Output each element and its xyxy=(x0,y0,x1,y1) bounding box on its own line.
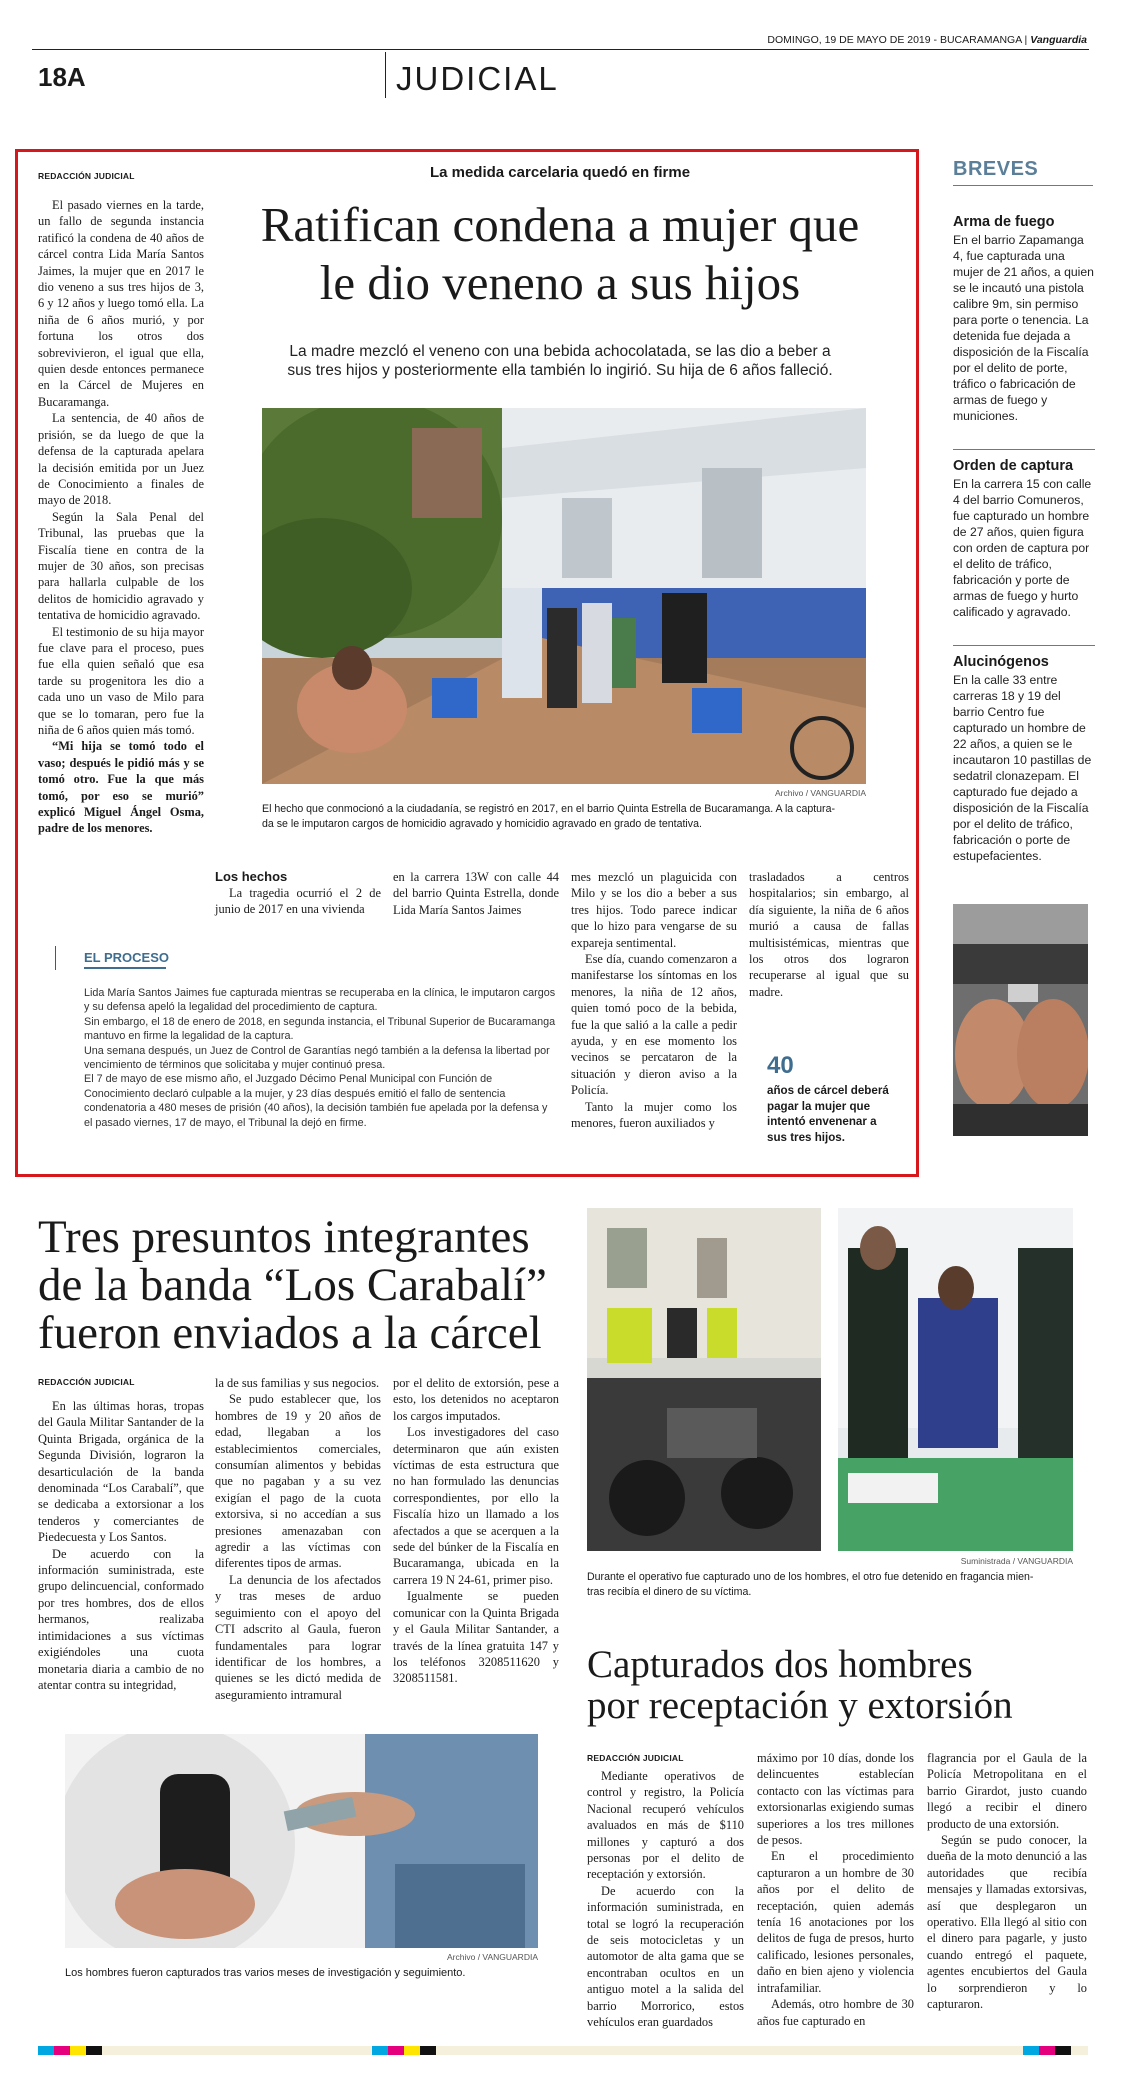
paragraph: Los investigadores del caso determinaron que aún existen víctimas de esta estructura que no han formulado las denuncias correspondientes, por ello la Fiscalía hizo un llamado a los afectados a que se acerquen a la sede del búnker de la Fiscalía en Bucaramanga, ubicada en la carrera 19 N 24-61, primer piso. xyxy=(393,1425,559,1587)
proceso-title-underline xyxy=(84,967,166,969)
carabali-col-1 xyxy=(38,1398,204,1693)
paragraph: Según la Sala Penal del Tribunal, las pruebas que la Fiscalía tiene en contra de la mujer de 30 años, son precisas para hallarla culpable de los delitos de homicidio agravado y tentativa de homicidio agravado. xyxy=(38,509,204,623)
main-photo-credit: Archivo / VANGUARDIA xyxy=(774,788,866,798)
capturados-photo-1 xyxy=(587,1208,821,1551)
caption-line: tras recibía el dinero de su víctima. xyxy=(587,1586,752,1598)
brief-title: Arma de fuego xyxy=(953,214,1055,230)
proceso-paragraph: Una semana después, un Juez de Control de Garantías negó también a la defensa la libertad por vencimiento de términos que solicitaba y mujer continuó presa. xyxy=(84,1044,550,1072)
capturados-col-2 xyxy=(757,1750,914,2029)
paragraph: Ese día, cuando comenzaron a manifestarse los síntomas en los menores, la niña de 12 años, quien tomó poco de la bebida, fue la que salió a la calle a pedir ayuda, y en ese momento los vecinos se percataron de la situación y dieron aviso a la Policía. xyxy=(571,952,737,1098)
carabali-photo-caption: Los hombres fueron capturados tras varios meses de investigación y seguimiento. xyxy=(65,1967,466,1979)
paragraph: flagrancia por el Gaula de la Policía Metropolitana en el barrio Girardot, justo cuando llegó a recibir el dinero producto de una extorsión. xyxy=(927,1751,1087,1831)
breves-photo xyxy=(953,904,1088,1136)
paragraph: mes mezcló un plaguicida con Milo y se los dio a beber a sus tres hijos. Todo parece indicar que lo hizo para vengarse de su expareja sentimental. xyxy=(571,870,737,950)
main-col-2 xyxy=(215,885,381,918)
arrested-men-image xyxy=(838,1208,1073,1551)
brief-text: En la carrera 15 con calle 4 del barrio Comuneros, fue capturado un hombre de 27 años, quien figura con orden de captura por el delito de tráfico, fabricación y porte de armas de fuego y hurto calificado y agravado. xyxy=(953,477,1092,619)
paragraph: Además, otro hombre de 30 años fue capturado en xyxy=(757,1997,914,2028)
carabali-col-3 xyxy=(393,1375,559,1687)
capturados-headline xyxy=(587,1644,1087,1726)
breves-rule xyxy=(953,185,1093,186)
paragraph: en la carrera 13W con calle 44 del barrio Quinta Estrella, donde Lida María Santos Jaimes xyxy=(393,870,559,917)
color-bar-mid xyxy=(372,2046,436,2055)
deck-line: sus tres hijos y posteriormente ella también lo ingirió. Su hija de 6 años falleció. xyxy=(287,362,833,379)
header-rule xyxy=(32,49,1089,50)
paragraph: Igualmente se pueden comunicar con la Quinta Brigada y el Gaula Militar Santander, a través de la línea gratuita 147 y los teléfonos 3208511620 y 3208511581. xyxy=(393,1589,559,1686)
capturados-kicker: REDACCIÓN JUDICIAL xyxy=(587,1753,684,1763)
paragraph: por el delito de extorsión, pese a esto, los detenidos no aceptaron los cargos imputados. xyxy=(393,1376,559,1423)
brief-item xyxy=(953,214,1095,424)
paragraph: La sentencia, de 40 años de prisión, se da luego de que la defensa de la capturada apelara la decisión emitida por un Juez de Conocimiento a finales de mayo de 2018. xyxy=(38,411,204,508)
color-bar-right xyxy=(1023,2046,1071,2055)
carabali-photo xyxy=(65,1734,538,1948)
carabali-col-2 xyxy=(215,1375,381,1703)
paragraph: la de sus familias y sus negocios. xyxy=(215,1376,380,1390)
main-col-1 xyxy=(38,197,204,837)
paragraph: De acuerdo con la información suministrada, en total se logró la recuperación de seis motocicletas y un automotor de alta gama que se encontraban ocultos en un antiguo motel a la salida del barrio Morrorico, estos vehículos eran guardados xyxy=(587,1883,744,2030)
carabali-photo-credit: Archivo / VANGUARDIA xyxy=(446,1952,538,1962)
section-divider xyxy=(385,52,386,98)
brief-text: En el barrio Zapamanga 4, fue capturada una mujer de 21 años, a quien se le incautó una pistola calibre 9m, sin permiso para porte o tenencia. La detenida fue dejada a disposición de la Fiscalía por el delito de porte, tráfico o fabricación de armas de fuego y municiones. xyxy=(953,233,1094,423)
headline-line: le dio veneno a sus hijos xyxy=(319,255,801,310)
paragraph: En las últimas horas, tropas del Gaula Militar Santander de la Quinta Brigada, orgánica de la Segunda División, lograron la desarticulación de la banda denominada “Los Carabalí”, que se dedicaba a extorsionar a los tenderos y comerciantes de Piedecuesta y Los Santos. xyxy=(38,1399,204,1545)
headline-line: fueron enviados a la cárcel xyxy=(38,1307,542,1359)
stat-number: 40 xyxy=(767,1052,794,1079)
capturados-col-1 xyxy=(587,1768,744,2031)
paragraph: La tragedia ocurrió el 2 de junio de 2017 en una vivienda xyxy=(215,886,381,917)
paragraph: En el procedimiento capturaron a un hombre de 30 años por el delito de receptación, quien además tenía 16 anotaciones por los delitos de fuga de presos, hurto calificado, lesiones personales, daño en bien ajeno y violencia intrafamiliar. xyxy=(757,1849,914,1995)
proceso-paragraph: El 7 de mayo de ese mismo año, el Juzgado Décimo Penal Municipal con Función de Conocimiento declaró culpable a la mujer, y 23 días después emitió el fallo de sentencia condenatoria a 480 meses de prisión (40 años), la decisión también fue apelada por la defensa y el pasado viernes, 17 de mayo, el Tribunal la dejó en firme. xyxy=(84,1073,548,1129)
brief-divider xyxy=(953,449,1095,450)
caption-line: Durante el operativo fue capturado uno de los hombres, el otro fue detenido en fragancia mien- xyxy=(587,1571,1034,1583)
paragraph: Mediante operativos de control y registro, la Policía Nacional recuperó vehículos avaluados en más de $110 millones y capturó a dos personas por el delito de receptación y extorsión. xyxy=(587,1769,744,1882)
main-photo xyxy=(262,408,866,784)
caption-line: El hecho que conmocionó a la ciudadanía, se registró en 2017, en el barrio Quinta Estrella de Bucaramanga. A la captura- xyxy=(262,803,836,815)
paragraph: El testimonio de su hija mayor fue clave para el proceso, pues fue ella quien señaló que esa tarde su progenitora les dio a cada uno un vaso de Milo para que se lo tomaran, pero fue la niña de 6 años quien más tomó. xyxy=(38,624,204,737)
section-title: JUDICIAL xyxy=(396,60,559,97)
breves-title: BREVES xyxy=(953,158,1039,180)
brief-item xyxy=(953,654,1095,864)
page-number: 18A xyxy=(38,62,86,92)
proceso-paragraph: Lida María Santos Jaimes fue capturada mientras se recuperaba en la clínica, le imputaron cargos y su defensa apeló la legalidad del procedimiento de captura. xyxy=(84,987,556,1014)
brief-title: Alucinógenos xyxy=(953,654,1049,670)
headline-line: Capturados dos hombres xyxy=(587,1643,973,1686)
paragraph: máximo por 10 días, donde los delincuentes establecían contacto con las víctimas para extorsionarlas exigiendo sumas superiores a los tres millones de pesos. xyxy=(757,1751,914,1848)
paragraph: Se pudo establecer que, los hombres de 19 y 20 años de edad, llegaban a los establecimientos comerciales, consumían alimentos y bebidas que no pagaban y a su vez exigían el pago de la cuota extorsiva, si no accedían a sus presiones amenazaban con agredir a las víctimas con diferentes tipos de armas. xyxy=(215,1392,381,1571)
handcuffed-hands-image xyxy=(953,904,1088,1136)
paragraph: trasladados a centros hospitalarios; sin embargo, al día siguiente, la niña de 6 años murió a causa de fallas multisistémicas, mientras que los otros dos lograron recuperarse al igual que su madre. xyxy=(749,870,909,999)
print-registration-strip xyxy=(38,2046,1088,2055)
paragraph: “Mi hija se tomó todo el vaso; después le pidió más y se tomó otro. Fue la que más tomó, por eso se murió” explicó Miguel Ángel Osma, padre de los menores. xyxy=(38,739,204,836)
capturados-photo-caption xyxy=(587,1570,1087,1600)
capturados-photo-2 xyxy=(838,1208,1073,1551)
main-photo-caption xyxy=(262,802,882,832)
headline-line: de la banda “Los Carabalí” xyxy=(38,1259,547,1311)
proceso-paragraph: Sin embargo, el 18 de enero de 2018, en segunda instancia, el Tribunal Superior de Bucaramanga mantuvo en firme la legalidad de la captura. xyxy=(84,1015,556,1043)
capturados-photo-credit: Suministrada / VANGUARDIA xyxy=(960,1556,1073,1566)
paragraph: El pasado viernes en la tarde, un fallo de segunda instancia ratificó la condena de 40 años de cárcel contra Lida María Santos Jaimes, la mujer que en 2017 le dio veneno a sus tres hijos de 3, 6 y 12 años y luego tomó ella. La niña de 6 años murió, y por fortuna los otros dos sobrevivieron, el igual que ella, quien desde entonces permanece en la Cárcel de Mujeres en Bucaramanga. xyxy=(38,198,204,409)
deck-line: La madre mezcló el veneno con una bebida achocolatada, se las dio a beber a xyxy=(289,343,831,360)
main-headline xyxy=(220,196,900,312)
street-scene-image xyxy=(262,408,866,784)
motorcycles-image xyxy=(587,1208,821,1551)
caption-line: da se le imputaron cargos de homicidio agravado y homicidio agravado en grado de tentativa. xyxy=(262,818,702,830)
money-handover-image xyxy=(65,1734,538,1948)
carabali-headline xyxy=(38,1213,578,1357)
main-col-5 xyxy=(749,869,909,1000)
capturados-col-3 xyxy=(927,1750,1087,2013)
dateline-text: DOMINGO, 19 DE MAYO DE 2019 - BUCARAMANGA | xyxy=(767,34,1028,46)
brand-name: Vanguardia xyxy=(1030,34,1087,46)
headline-line: Tres presuntos integrantes xyxy=(38,1211,530,1263)
main-col-4 xyxy=(571,869,737,1132)
proceso-marker xyxy=(55,946,56,970)
brief-title: Orden de captura xyxy=(953,458,1074,474)
headline-line: Ratifican condena a mujer que xyxy=(260,197,860,252)
headline-line: por receptación y extorsión xyxy=(587,1684,1013,1727)
hechos-title: Los hechos xyxy=(215,869,288,884)
color-bar-left xyxy=(38,2046,102,2055)
proceso-title: EL PROCESO xyxy=(84,950,170,965)
main-col-3 xyxy=(393,869,559,918)
proceso-text xyxy=(84,986,556,1130)
brief-item xyxy=(953,458,1095,620)
stat-text: años de cárcel deberá pagar la mujer que intentó envenenar a sus tres hijos. xyxy=(767,1084,889,1144)
brief-text: En la calle 33 entre carreras 18 y 19 del barrio Centro fue capturado un hombre de 22 años, a quien se le incautaron 10 pastillas de sedatril clonazepam. El capturado fue dejado a disposición de la Fiscalía por el delito de tráfico, fabricación o porte de estupefacientes. xyxy=(953,673,1092,863)
paragraph: La denuncia de los afectados y tras meses de arduo seguimiento con el apoyo del CTI adscrito al Gaula, fueron fundamentales para lograr identificar de los hombres, a quienes se les dictó medida de aseguramiento intramural xyxy=(215,1572,381,1702)
carabali-kicker: REDACCIÓN JUDICIAL xyxy=(38,1377,135,1387)
paragraph: Según se pudo conocer, la dueña de la moto denunció a las autoridades que recibía mensajes y llamadas extorsivas, así que desplegaron un operativo. Ella llegó al sitio con el dinero para pagarle, y justo cuando entregó el paquete, agentes encubiertos del Gaula lo sorprendieron y lo capturaron. xyxy=(927,1833,1087,2012)
brief-divider xyxy=(953,645,1095,646)
main-kicker: REDACCIÓN JUDICIAL xyxy=(38,171,135,181)
main-deck xyxy=(220,342,900,380)
dateline xyxy=(767,34,1087,46)
paragraph: Tanto la mujer como los menores, fueron auxiliados y xyxy=(571,1099,737,1131)
paragraph: De acuerdo con la información suministrada, este grupo delincuencial, conformado por tres hombres, dos de ellos hermanos, realizaba intimidaciones a sus víctimas exigiéndoles una cuota monetaria diaria a cambio de no atentar contra su integridad, xyxy=(38,1546,204,1692)
main-overline: La medida carcelaria quedó en firme xyxy=(429,164,691,181)
